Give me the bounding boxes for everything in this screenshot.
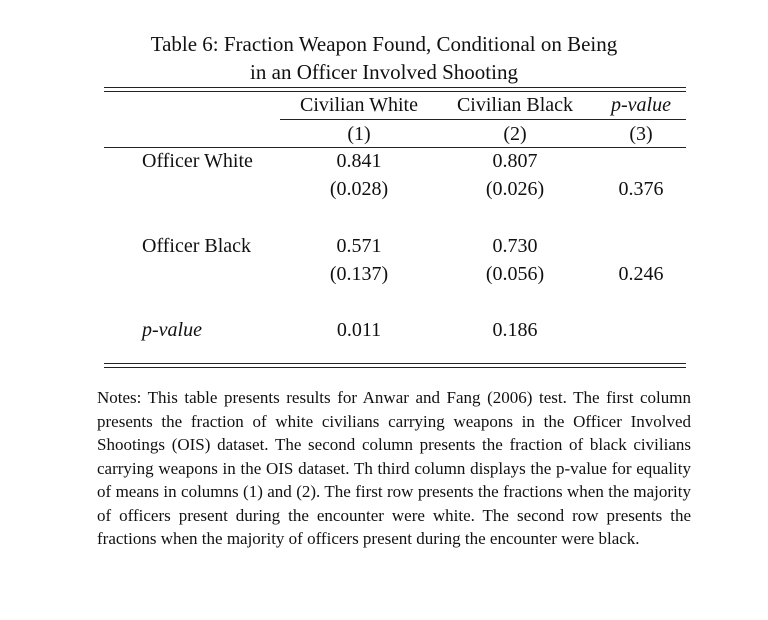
col-number-2: (2)	[503, 123, 527, 145]
p-value-civilian-white: 0.011	[336, 319, 382, 341]
officer-black-civilian-white-value: 0.571	[336, 235, 382, 257]
row-label-officer-white: Officer White	[142, 150, 253, 172]
col-number-1: (1)	[347, 123, 371, 145]
table-notes: Notes: This table presents results for Anwar and Fang (2006) test. The first column presents the fraction of white civilians carrying weapons in the Officer Involved Shootings (OIS) dataset. The second column presents the fraction of black civilians carrying weapons in the OIS dataset. Th third column displays the p-value for equality of means in columns (1) and (2). The first row presents the fractions when the majority of officers present during the encounter were white. The second row presents the fractions when the majority of officers present during the encounter were black.	[97, 388, 691, 548]
caption-line-2: in an Officer Involved Shooting	[250, 60, 518, 84]
header-civilian-black: Civilian Black	[456, 94, 574, 116]
officer-white-civilian-white-se: (0.028)	[329, 178, 389, 200]
header-civilian-white: Civilian White	[300, 94, 418, 116]
officer-black-civilian-white-se: (0.137)	[329, 263, 389, 285]
bottom-rule-2	[104, 367, 686, 368]
top-rule-1	[104, 87, 686, 88]
header-rule	[280, 119, 686, 120]
bottom-rule-1	[104, 363, 686, 364]
row-label-p-value: p-value	[142, 319, 202, 341]
officer-white-p-value: 0.376	[618, 178, 664, 200]
officer-black-p-value: 0.246	[618, 263, 664, 285]
header-p-value: p-value	[611, 94, 671, 116]
officer-black-civilian-black-se: (0.056)	[485, 263, 545, 285]
table-caption	[0, 30, 768, 86]
subheader-rule	[104, 147, 686, 148]
caption-line-1: Table 6: Fraction Weapon Found, Conditional on Being	[150, 32, 618, 56]
row-label-officer-black: Officer Black	[142, 235, 252, 257]
officer-black-civilian-black-value: 0.730	[492, 235, 538, 257]
officer-white-civilian-black-value: 0.807	[492, 150, 538, 172]
top-rule-2	[104, 91, 686, 92]
col-number-3: (3)	[629, 123, 653, 145]
officer-white-civilian-black-se: (0.026)	[485, 178, 545, 200]
p-value-civilian-black: 0.186	[492, 319, 538, 341]
officer-white-civilian-white-value: 0.841	[336, 150, 382, 172]
